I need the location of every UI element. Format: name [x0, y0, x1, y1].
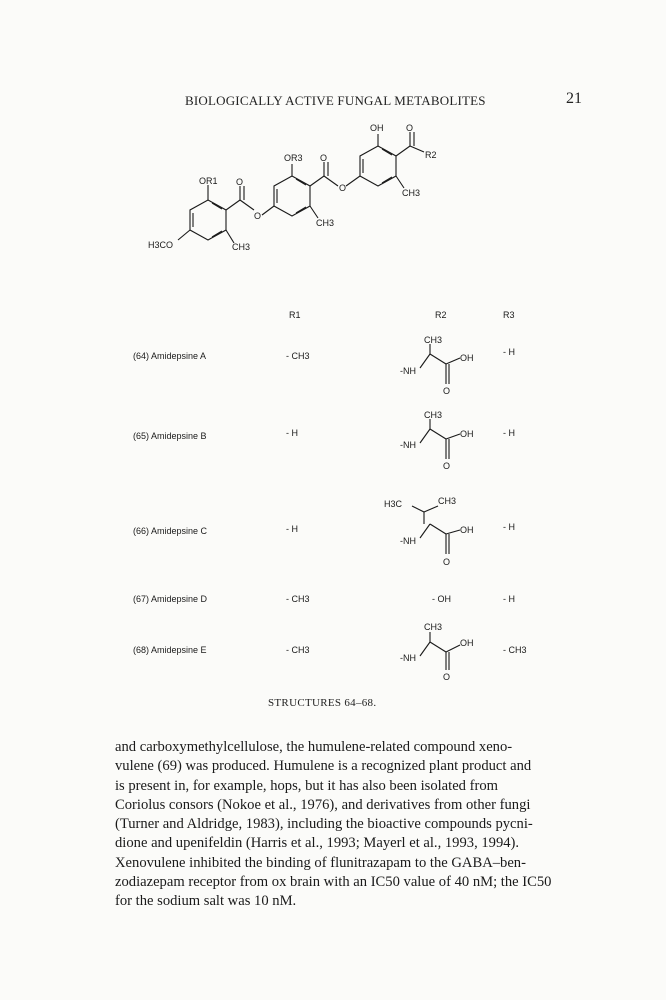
fragment-66-ch3: CH3	[438, 496, 457, 506]
column-header-r2: R2	[435, 310, 447, 320]
fragment-64-o: O	[443, 386, 451, 396]
fragment-68	[400, 622, 474, 682]
fragment-66-nh: -NH	[400, 536, 416, 546]
label-oh-top: OH	[370, 123, 384, 133]
r3-value: - H	[503, 594, 515, 604]
page-number: 21	[566, 90, 582, 107]
text-line: and carboxymethylcellulose, the humulene-related compound xeno-	[115, 739, 513, 755]
compound-name: (67) Amidepsine D	[133, 594, 208, 604]
r1-value: - H	[286, 524, 298, 534]
fragment-68-ch3: CH3	[424, 622, 443, 632]
r1-value: - H	[286, 428, 298, 438]
fragment-68-o: O	[443, 672, 451, 682]
r1-value: - CH3	[286, 351, 310, 361]
body-paragraph	[115, 738, 585, 912]
fragment-64-ch3: CH3	[424, 335, 443, 345]
fragment-65-ch3: CH3	[424, 410, 443, 420]
compound-name: (64) Amidepsine A	[133, 351, 207, 361]
r1-value: - CH3	[286, 594, 310, 604]
ring-right	[346, 132, 424, 188]
r3-value: - H	[503, 428, 515, 438]
label-o-left: O	[236, 177, 244, 187]
ring-left	[178, 185, 254, 243]
fragment-65-o: O	[443, 461, 451, 471]
text-line: vulene (69) was produced. Humulene is a recognized plant product and	[115, 758, 532, 775]
r3-value: - H	[503, 522, 515, 532]
r2-value: - OH	[432, 594, 451, 604]
ring-middle	[262, 162, 338, 218]
r3-value: - H	[503, 347, 515, 357]
text-line: Xenovulene inhibited the binding of flunitrazapam to the GABA–ben-	[115, 854, 526, 871]
fragment-65-nh: -NH	[400, 440, 416, 450]
compound-name: (65) Amidepsine B	[133, 431, 207, 441]
running-title: BIOLOGICALLY ACTIVE FUNGAL METABOLITES	[185, 93, 486, 108]
text-line: for the sodium salt was 10 nM.	[115, 893, 297, 910]
label-o-top: O	[406, 123, 414, 133]
label-ch3-left: CH3	[232, 242, 251, 252]
fragment-68-nh: -NH	[400, 653, 416, 663]
label-ch3-mid: CH3	[316, 218, 335, 228]
compound-name: (68) Amidepsine E	[133, 645, 207, 655]
fragment-66-oh: OH	[460, 525, 474, 535]
label-ch3-right: CH3	[402, 188, 421, 198]
column-header-r3: R3	[503, 310, 515, 320]
fragment-65	[400, 410, 474, 471]
fragment-64	[400, 335, 474, 396]
label-h3co: H3CO	[148, 240, 174, 250]
label-or1: OR1	[199, 176, 218, 186]
fragment-65-oh: OH	[460, 429, 474, 439]
fragment-64-oh: OH	[460, 353, 474, 363]
label-o-mid: O	[320, 153, 328, 163]
text-line: zodiazepam receptor from ox brain with an IC50 value of 40 nM; the IC50	[115, 874, 552, 891]
fragment-68-oh: OH	[460, 638, 474, 648]
label-r2: R2	[425, 150, 437, 160]
label-o-link2: O	[339, 183, 347, 193]
label-or3: OR3	[284, 153, 303, 163]
text-line: dione and upenifeldin (Harris et al., 1993; Mayerl et al., 1993, 1994).	[115, 835, 520, 852]
text-line: is present in, for example, hops, but it has also been isolated from	[115, 777, 499, 794]
label-o-link1: O	[254, 211, 262, 221]
text-line: Coriolus consors (Nokoe et al., 1976), and derivatives from other fungi	[115, 796, 531, 813]
r1-value: - CH3	[286, 645, 310, 655]
compound-name: (66) Amidepsine C	[133, 526, 208, 536]
r3-value: - CH3	[503, 645, 527, 655]
fragment-66-h3c: H3C	[384, 499, 403, 509]
column-header-r1: R1	[289, 310, 301, 320]
fragment-66	[384, 496, 474, 567]
fragment-64-nh: -NH	[400, 366, 416, 376]
fragment-66-o: O	[443, 557, 451, 567]
text-line: (Turner and Aldridge, 1983), including the bioactive compounds pycni-	[115, 816, 533, 833]
figure-caption: STRUCTURES 64–68.	[268, 697, 377, 709]
